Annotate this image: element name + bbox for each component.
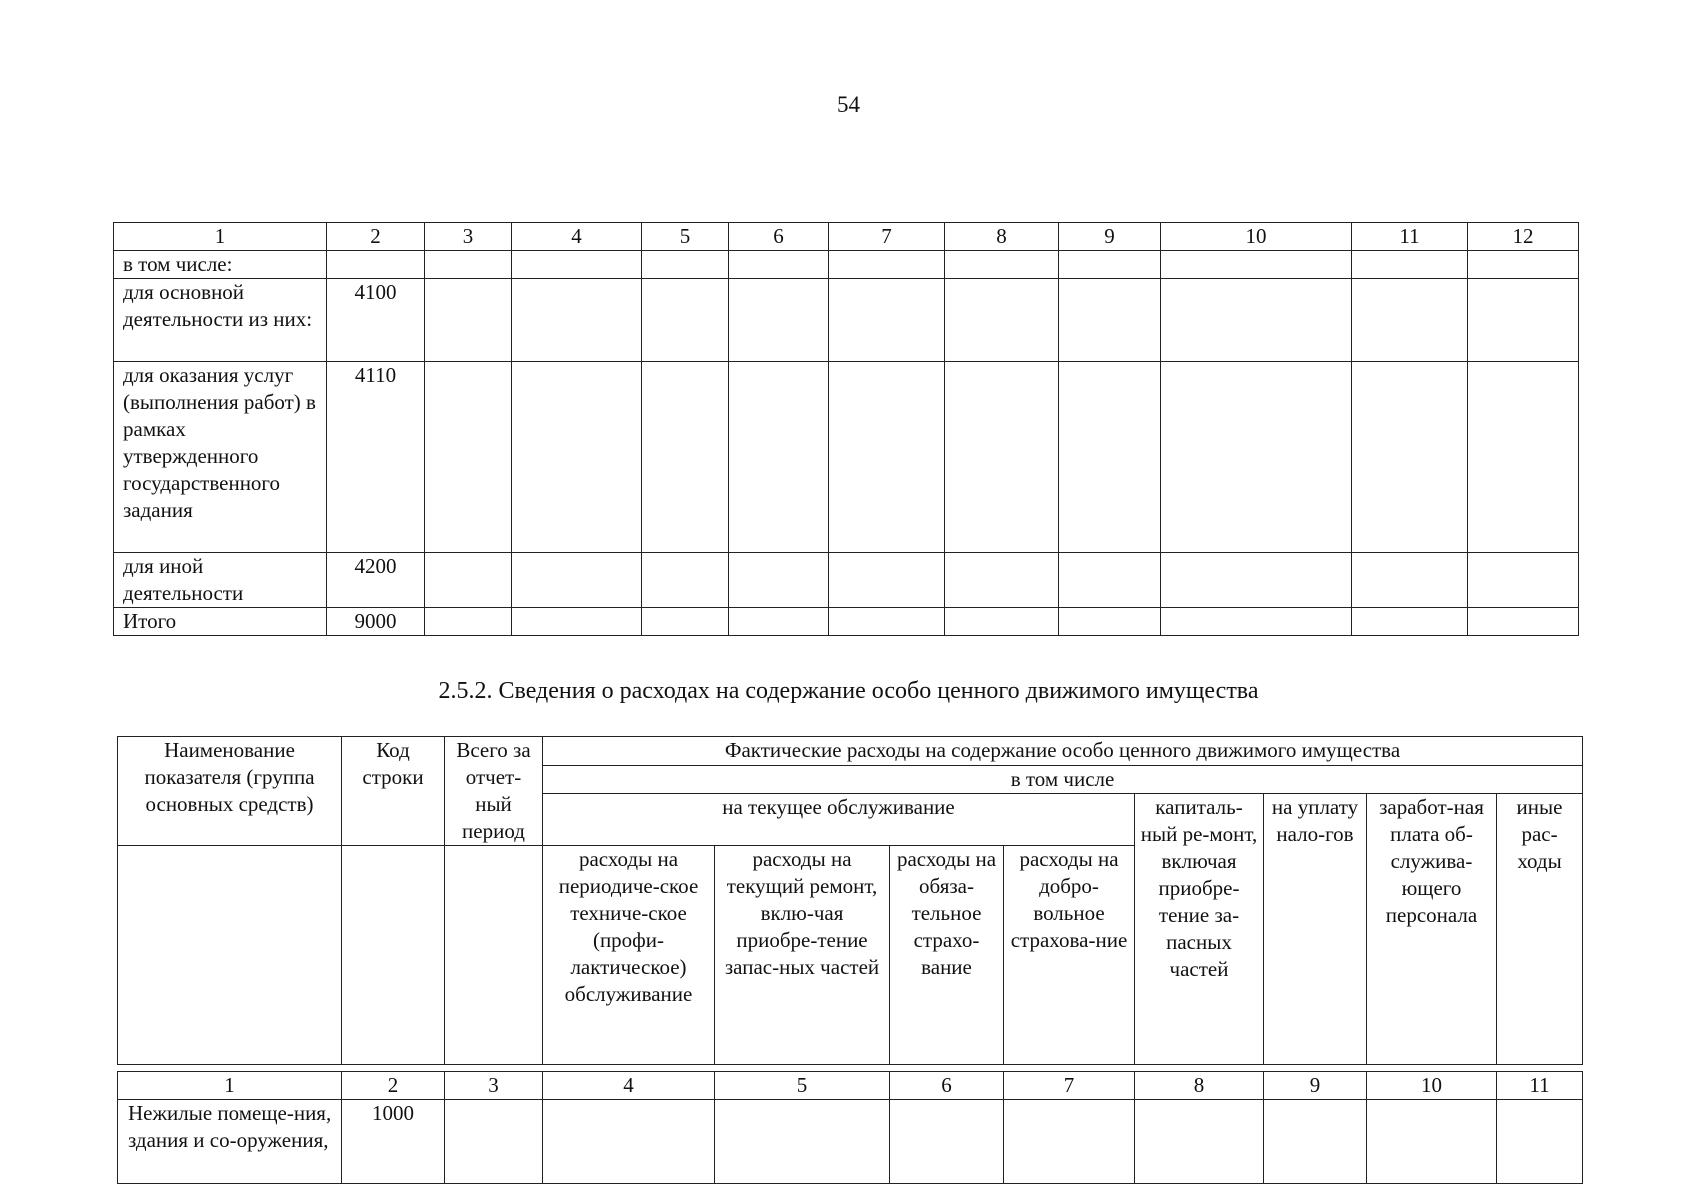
column-number: 12 <box>1468 223 1579 251</box>
column-number: 5 <box>642 223 729 251</box>
row-code <box>327 251 425 279</box>
table-row <box>114 251 1579 279</box>
column-number: 4 <box>512 223 642 251</box>
column-number: 9 <box>1059 223 1161 251</box>
column-number: 7 <box>829 223 945 251</box>
header-code: Код строки <box>342 737 445 846</box>
expenses-table-continued <box>113 222 1579 636</box>
row-code: 4110 <box>327 362 425 553</box>
column-number: 11 <box>1352 223 1468 251</box>
column-number: 2 <box>342 1072 445 1100</box>
section-title: 2.5.2. Сведения о расходах на содержание особо ценного движимого имущества <box>438 678 1259 704</box>
header-mandatory-insurance: расходы на обяза-тельное страхо-вание <box>890 846 1004 1065</box>
row-name: для оказания услуг (выполнения работ) в рамках утвержденного государственного задания <box>114 362 327 553</box>
row-code: 1000 <box>342 1100 445 1184</box>
table-row <box>114 608 1579 636</box>
header-name: Наименование показателя (группа основных средств) <box>118 737 342 846</box>
column-number: 5 <box>715 1072 890 1100</box>
header-periodic-maintenance: расходы на периодиче-ское техниче-ское (профи-лактическое) обслуживание <box>543 846 715 1065</box>
row-code: 4200 <box>327 553 425 608</box>
column-number: 4 <box>543 1072 715 1100</box>
valuable-property-expenses-table <box>117 736 1583 1184</box>
column-number: 1 <box>114 223 327 251</box>
row-name: в том числе: <box>114 251 327 279</box>
column-number: 10 <box>1367 1072 1497 1100</box>
column-number: 10 <box>1161 223 1352 251</box>
header-taxes: на уплату нало-гов <box>1264 794 1367 1065</box>
row-code: 9000 <box>327 608 425 636</box>
column-number: 8 <box>1135 1072 1264 1100</box>
column-number: 6 <box>890 1072 1004 1100</box>
column-number: 2 <box>327 223 425 251</box>
header-voluntary-insurance: расходы на добро-вольное страхова-ние <box>1004 846 1135 1065</box>
page-number: 54 <box>837 92 860 117</box>
header-current-repair: расходы на текущий ремонт, вклю-чая приобре-тение запас-ных частей <box>715 846 890 1065</box>
column-number: 1 <box>118 1072 342 1100</box>
column-number: 3 <box>445 1072 543 1100</box>
row-name: Нежилые помеще-ния, здания и со-оружения, <box>118 1100 342 1184</box>
table-row <box>118 1100 1583 1184</box>
header-total: Всего за отчет-ный период <box>445 737 543 846</box>
header-other: иные рас-ходы <box>1497 794 1583 1065</box>
table-row <box>114 279 1579 362</box>
header-capital-repair: капиталь-ный ре-монт, включая приобре-тение за-пасных частей <box>1135 794 1264 1065</box>
header-including: в том числе <box>543 766 1583 794</box>
header-current-service: на текущее обслуживание <box>543 794 1135 846</box>
column-number-row <box>114 223 1579 251</box>
column-number: 6 <box>729 223 829 251</box>
row-name: для основной деятельности из них: <box>114 279 327 362</box>
column-number-row <box>118 1072 1583 1100</box>
row-code: 4100 <box>327 279 425 362</box>
table-row <box>114 553 1579 608</box>
column-number: 8 <box>945 223 1059 251</box>
row-name: Итого <box>114 608 327 636</box>
row-name: для иной деятельности <box>114 553 327 608</box>
header-salary: заработ-ная плата об-служива-ющего персонала <box>1367 794 1497 1065</box>
column-number: 3 <box>425 223 512 251</box>
header-actual-expenses: Фактические расходы на содержание особо ценного движимого имущества <box>543 737 1583 766</box>
table-row <box>114 362 1579 553</box>
column-number: 7 <box>1004 1072 1135 1100</box>
column-number: 9 <box>1264 1072 1367 1100</box>
column-number: 11 <box>1497 1072 1583 1100</box>
